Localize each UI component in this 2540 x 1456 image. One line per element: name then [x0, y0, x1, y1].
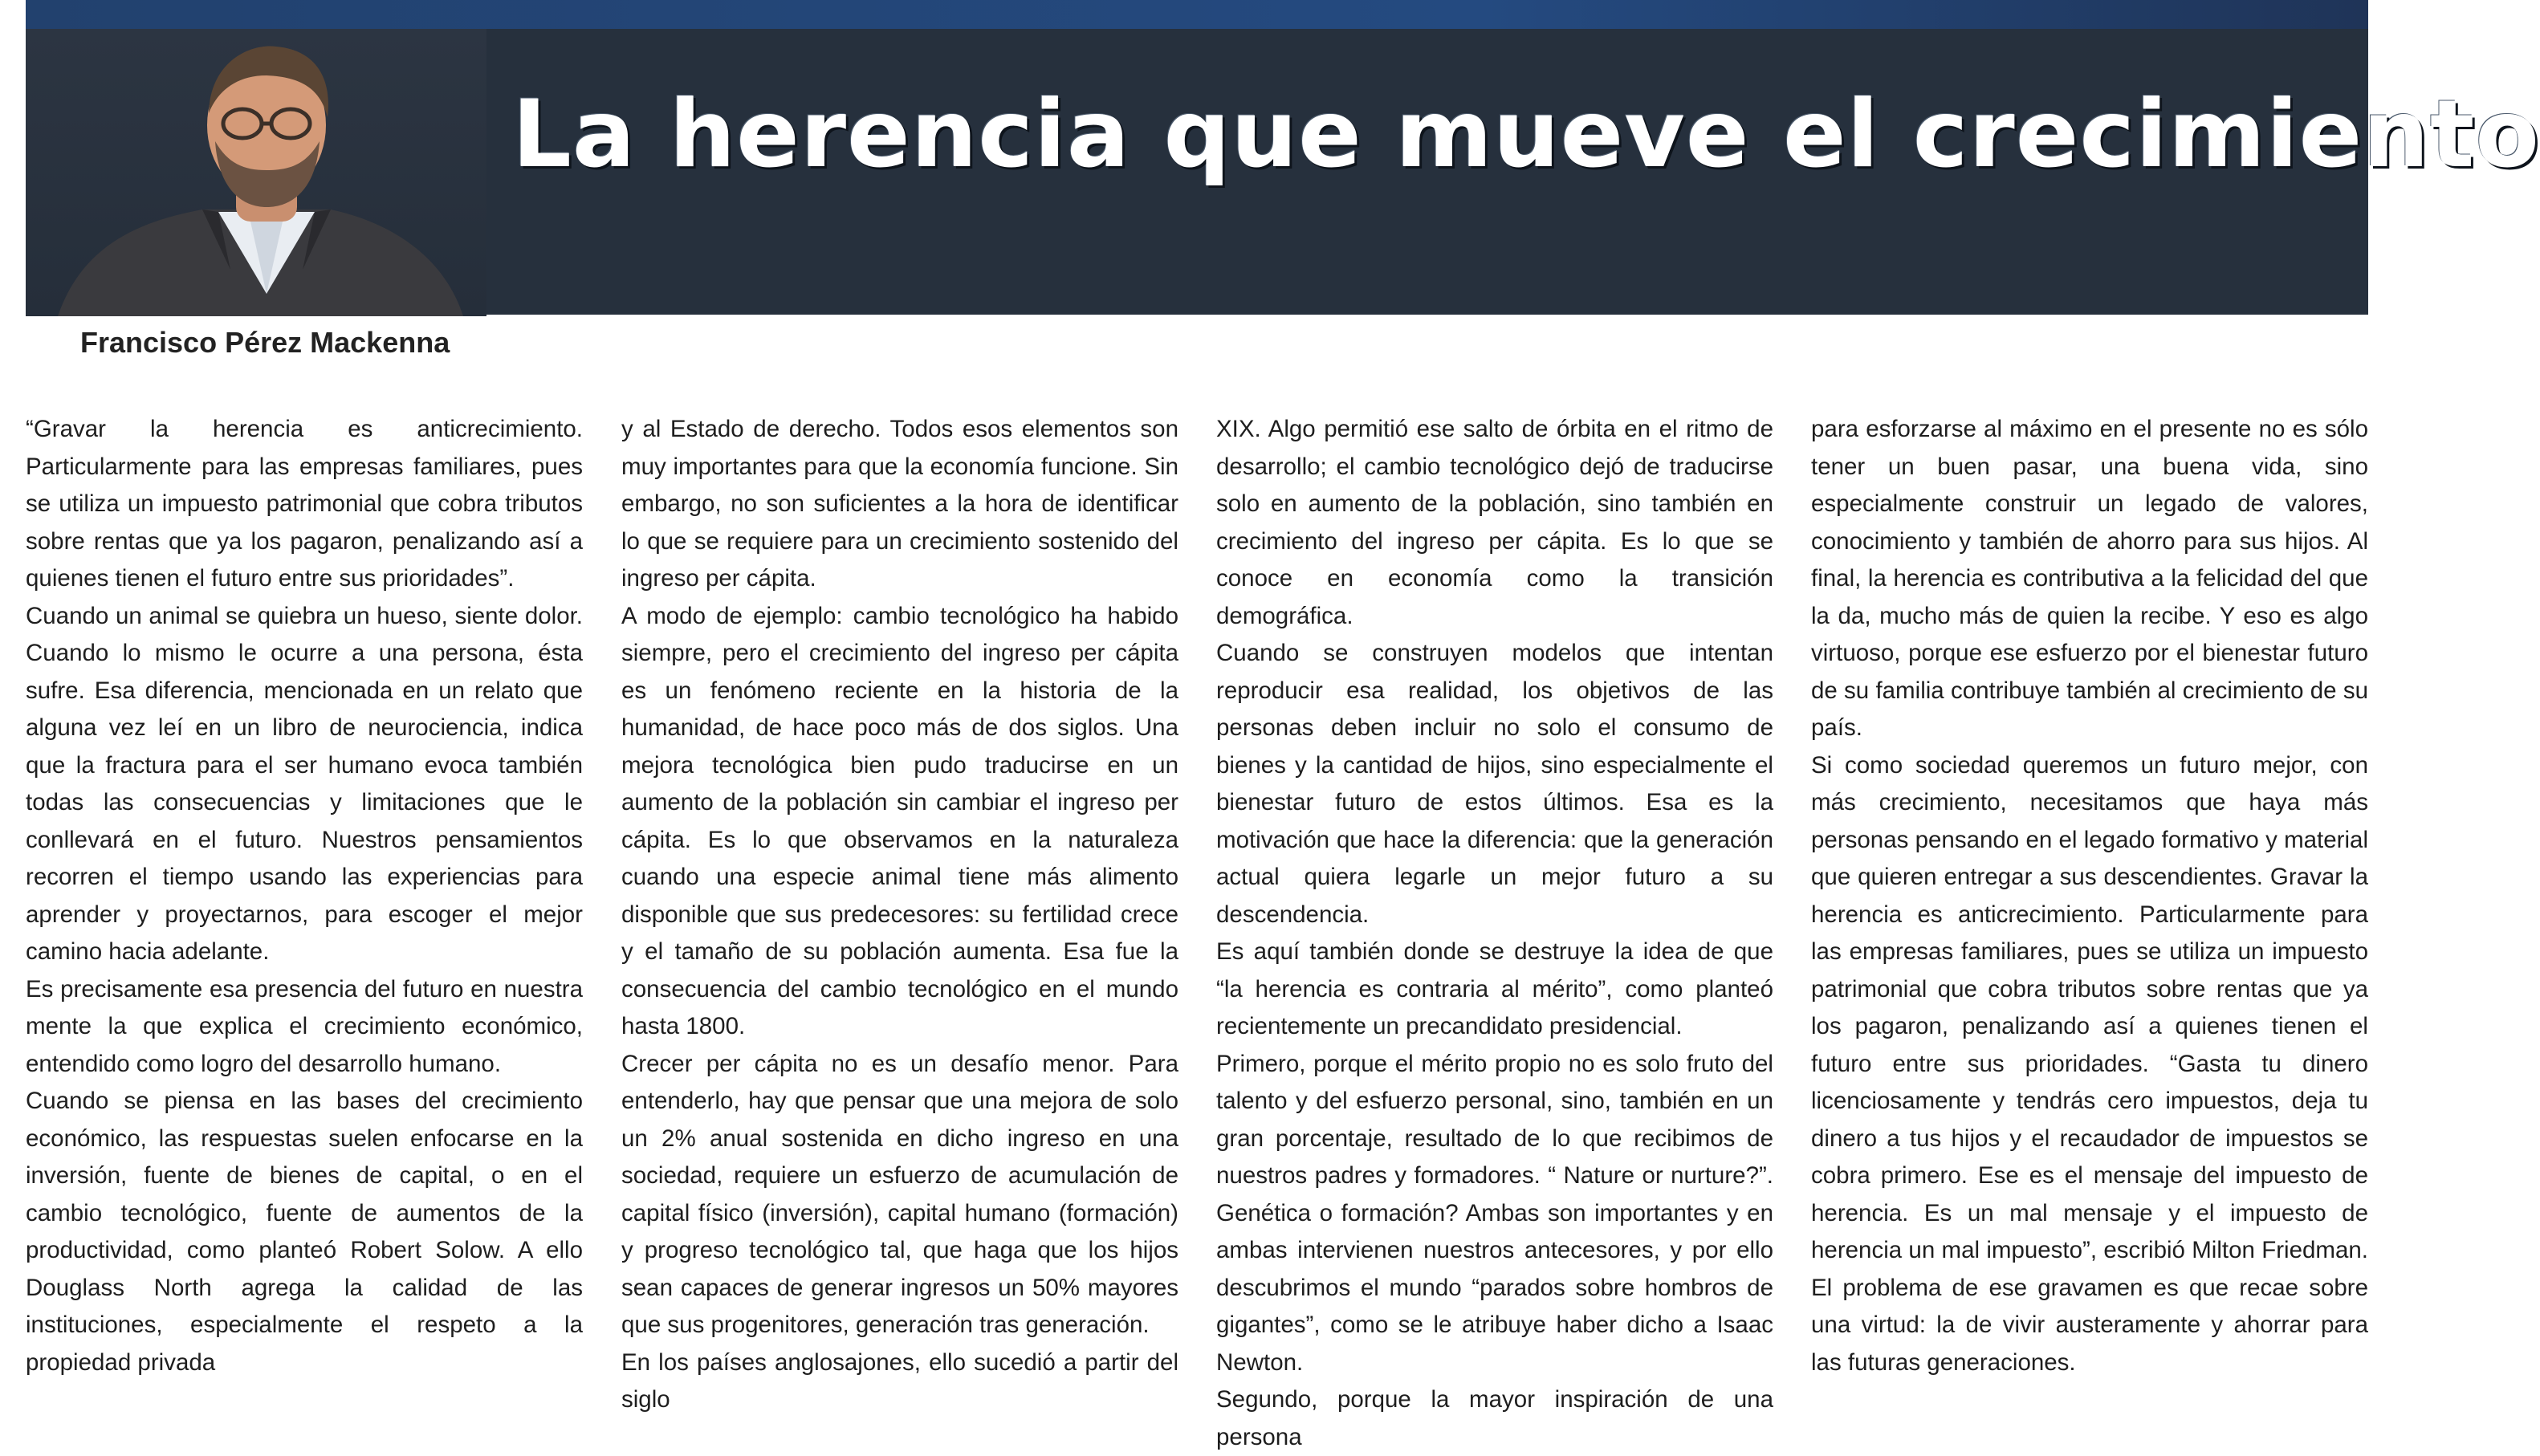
article-column-3	[1216, 411, 1773, 1450]
author-name: Francisco Pérez Mackenna	[80, 326, 450, 359]
paragraph: Cuando se construyen modelos que intentan reproducir esa realidad, los objetivos de las personas deben incluir no solo el consumo de bienes y la cantidad de hijos, sino especialmente el bienestar futuro de estos últimos. Esa es la motivación que hace la diferencia: que la generación actual quiera legarle un mejor futuro a su descendencia.	[1216, 640, 1773, 928]
paragraph: “Gravar la herencia es anticrecimiento. Particularmente para las empresas familiares, pues se utiliza un impuesto patrimonial que cobra tributos sobre rentas que ya los pagaron, penalizando así a quienes tienen el futuro entre sus prioridades”.	[26, 416, 583, 592]
paragraph: Crecer per cápita no es un desafío menor. Para entenderlo, hay que pensar que una mejora de solo un 2% anual sostenida en dicho ingreso en una sociedad, requiere un esfuerzo de acumulación de capital físico (inversión), capital humano (formación) y progreso tecnológico tal, que haga que los hijos sean capaces de generar ingresos un 50% mayores que sus progenitores, generación tras generación.	[621, 1050, 1178, 1338]
article-column-1	[26, 411, 583, 1376]
paragraph: para esforzarse al máximo en el presente no es sólo tener un buen pasar, una buena vida, sino especialmente construir un legado de valores, conocimiento y también de ahorro para sus hijos. Al final, la herencia es contributiva a la felicidad del que la da, mucho más de quien la recibe. Y eso es algo virtuoso, porque ese esfuerzo por el bienestar futuro de su familia contribuye también al crecimiento de su país.	[1811, 416, 2368, 741]
article-column-4	[1811, 411, 2368, 1376]
paragraph: XIX. Algo permitió ese salto de órbita en el ritmo de desarrollo; el cambio tecnológico dejó de traducirse solo en aumento de la población, sino también en crecimiento del ingreso per cápita. Es lo que se conoce en economía como la transición demográfica.	[1216, 416, 1773, 629]
paragraph: Primero, porque el mérito propio no es solo fruto del talento y del esfuerzo personal, sino, también en un gran porcentaje, resultado de lo que recibimos de nuestros padres y formadores. “ Nature or nurture?”. Genética o formación? Ambas son importantes y en ambas intervienen nuestros antecesores, y por ello descubrimos el mundo “parados sobre hombros de gigantes”, como se le atribuye haber dicho a Isaac Newton.	[1216, 1050, 1773, 1376]
paragraph: Segundo, porque la mayor inspiración de una persona	[1216, 1386, 1773, 1450]
author-photo	[26, 29, 486, 316]
paragraph: Es precisamente esa presencia del futuro en nuestra mente la que explica el crecimiento económico, entendido como logro del desarrollo humano.	[26, 975, 583, 1077]
article-headline: La herencia que mueve el crecimiento	[512, 80, 2540, 189]
article-column-2	[621, 411, 1178, 1413]
paragraph: y al Estado de derecho. Todos esos elementos son muy importantes para que la economía funcione. Sin embargo, no son suficientes a la hora de identificar lo que se requiere para un crecimiento sostenido del ingreso per cápita.	[621, 416, 1178, 592]
paragraph: Cuando un animal se quiebra un hueso, siente dolor. Cuando lo mismo le ocurre a una persona, ésta sufre. Esa diferencia, mencionada en un relato que alguna vez leí en un libro de neurociencia, indica que la fractura para el ser humano evoca también todas las consecuencias y limitaciones que le conllevará en el futuro. Nuestros pensamientos recorren el tiempo usando las experiencias para aprender y proyectarnos, para escoger el mejor camino hacia adelante.	[26, 602, 583, 965]
paragraph: Cuando se piensa en las bases del crecimiento económico, las respuestas suelen enfocarse en la inversión, fuente de bienes de capital, o en el cambio tecnológico, fuente de aumentos de la productividad, como planteó Robert Solow. A ello Douglass North agrega la calidad de las instituciones, especialmente el respeto a la propiedad privada	[26, 1088, 583, 1376]
paragraph: A modo de ejemplo: cambio tecnológico ha habido siempre, pero el crecimiento del ingreso per cápita es un fenómeno reciente en la historia de la humanidad, de hace poco más de dos siglos. Una mejora tecnológica bien pudo traducirse en un aumento de la población sin cambiar el ingreso per cápita. Es lo que observamos en la naturaleza cuando una especie animal tiene más alimento disponible que sus predecesores: su fertilidad crece y el tamaño de su población aumenta. Esa fue la consecuencia del cambio tecnológico en el mundo hasta 1800.	[621, 602, 1178, 1039]
paragraph: Si como sociedad queremos un futuro mejor, con más crecimiento, necesitamos que haya más personas pensando en el legado formativo y material que quieren entregar a sus descendientes. Gravar la herencia es anticrecimiento. Particularmente para las empresas familiares, pues se utiliza un impuesto patrimonial que cobra tributos sobre rentas que ya los pagaron, penalizando así a quienes tienen el futuro entre sus prioridades. “Gasta tu dinero licenciosamente y tendrás cero impuestos, deja tu dinero a tus hijos y el recaudador de impuestos se cobra primero. Ese es el mensaje del impuesto de herencia. Es un mal mensaje y el impuesto de herencia un mal impuesto”, escribió Milton Friedman. El problema de ese gravamen es que recae sobre una virtud: la de vivir austeramente y ahorrar para las futuras generaciones.	[1811, 751, 2368, 1376]
paragraph: Es aquí también donde se destruye la idea de que “la herencia es contraria al mérito”, como planteó recientemente un precandidato presidencial.	[1216, 938, 1773, 1039]
top-color-strip	[26, 0, 2368, 29]
paragraph: En los países anglosajones, ello sucedió a partir del siglo	[621, 1348, 1178, 1413]
